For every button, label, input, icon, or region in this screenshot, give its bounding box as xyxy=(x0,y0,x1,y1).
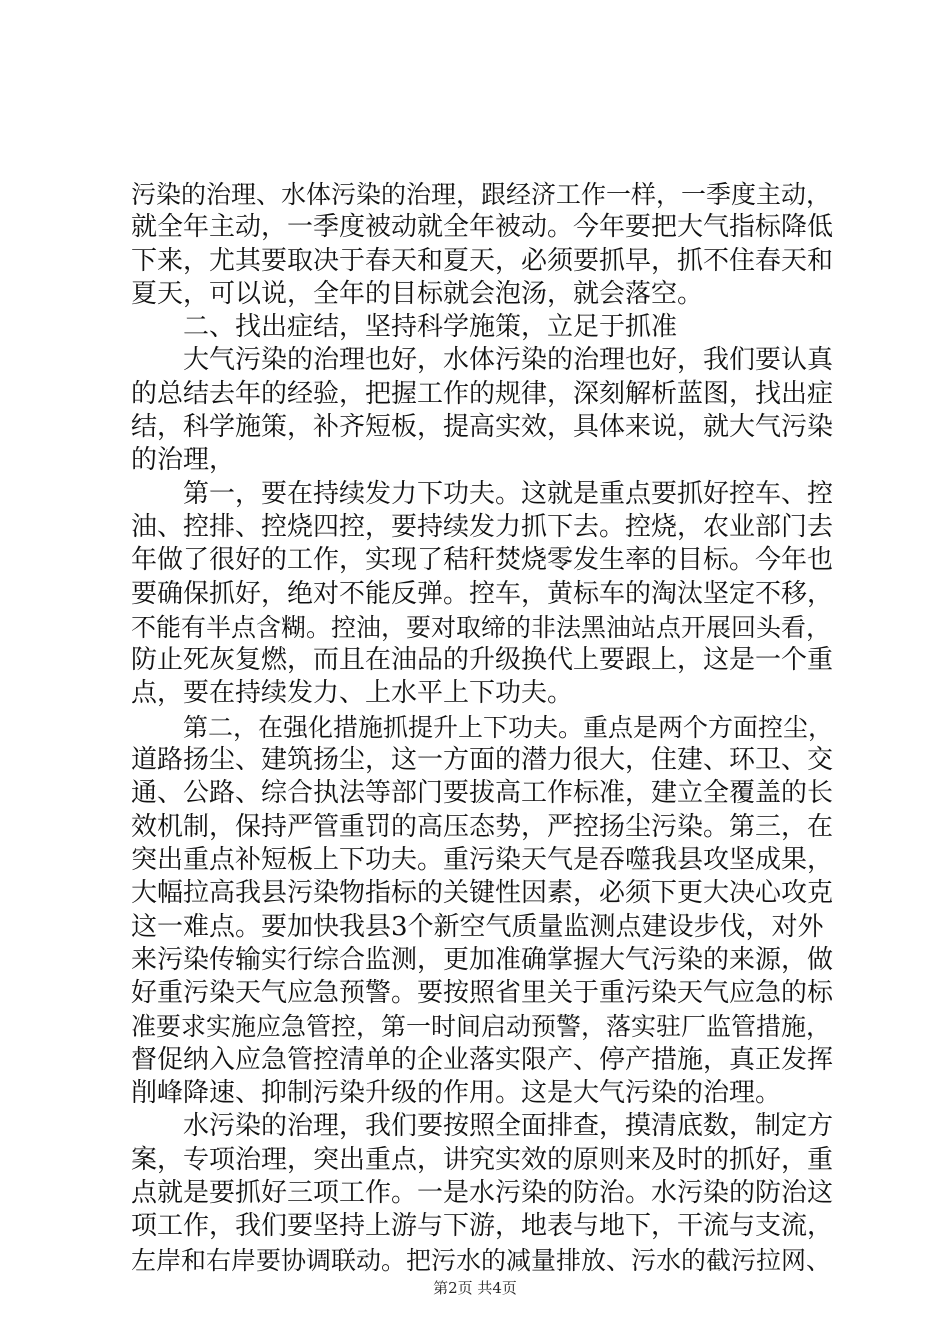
text-line: 夏天，可以说，全年的目标就会泡汤，就会落空。 xyxy=(131,278,704,309)
text-line: 二、找出症结，坚持科学施策，立足于抓准 xyxy=(183,312,678,343)
text-line: 这一难点。要加快我县3个新空气质量监测点建设步伐，对外 xyxy=(131,911,824,942)
text-line: 的治理， xyxy=(131,445,236,476)
text-line: 点，要在持续发力、上水平上下功夫。 xyxy=(131,678,574,709)
text-line: 来污染传输实行综合监测，更加准确掌握大气污染的来源，做 xyxy=(131,944,834,975)
text-line: 水污染的治理，我们要按照全面排查，摸清底数，制定方 xyxy=(183,1111,834,1142)
text-line: 第一，要在持续发力下功夫。这就是重点要抓好控车、控 xyxy=(183,478,834,509)
text-line: 督促纳入应急管控清单的企业落实限产、停产措施，真正发挥 xyxy=(131,1044,834,1075)
text-line: 道路扬尘、建筑扬尘，这一方面的潜力很大，住建、环卫、交 xyxy=(131,745,834,776)
document-body xyxy=(131,178,833,1277)
page-footer: 第2页 共4页 xyxy=(433,1279,517,1297)
text-line: 年做了很好的工作，实现了秸秆焚烧零发生率的目标。今年也 xyxy=(131,545,834,576)
text-line: 效机制，保持严管重罚的高压态势，严控扬尘污染。第三，在 xyxy=(131,811,834,842)
text-line: 通、公路、综合执法等部门要拔高工作标准，建立全覆盖的长 xyxy=(131,778,834,809)
text-line: 左岸和右岸要协调联动。把污水的减量排放、污水的截污拉网、 xyxy=(131,1245,832,1275)
text-line: 不能有半点含糊。控油，要对取缔的非法黑油站点开展回头看， xyxy=(131,612,832,642)
text-line: 的总结去年的经验，把握工作的规律，深刻解析蓝图，找出症 xyxy=(131,378,834,409)
text-line: 油、控排、控烧四控，要持续发力抓下去。控烧，农业部门去 xyxy=(131,511,834,542)
text-line: 第二，在强化措施抓提升上下功夫。重点是两个方面控尘， xyxy=(183,712,834,742)
text-line: 点就是要抓好三项工作。一是水污染的防治。水污染的防治这 xyxy=(131,1177,834,1208)
text-line: 案，专项治理，突出重点，讲究实效的原则来及时的抓好，重 xyxy=(131,1144,834,1175)
text-line: 突出重点补短板上下功夫。重污染天气是吞噬我县攻坚成果， xyxy=(131,844,834,875)
text-line: 下来，尤其要取决于春天和夏天，必须要抓早，抓不住春天和 xyxy=(131,245,834,276)
text-line: 项工作，我们要坚持上游与下游，地表与地下，干流与支流， xyxy=(131,1211,834,1242)
text-line: 防止死灰复燃，而且在油品的升级换代上要跟上，这是一个重 xyxy=(131,645,834,676)
text-line: 好重污染天气应急预警。要按照省里关于重污染天气应急的标 xyxy=(131,978,834,1009)
text-line: 大幅拉高我县污染物指标的关键性因素，必须下更大决心攻克 xyxy=(131,878,834,909)
text-line: 大气污染的治理也好，水体污染的治理也好，我们要认真 xyxy=(183,345,834,376)
text-line: 削峰降速、抑制污染升级的作用。这是大气污染的治理。 xyxy=(131,1078,782,1109)
text-line: 污染的治理、水体污染的治理，跟经济工作一样，一季度主动， xyxy=(131,180,832,209)
text-line: 准要求实施应急管控，第一时间启动预警，落实驻厂监管措施， xyxy=(131,1012,832,1042)
text-line: 就全年主动，一季度被动就全年被动。今年要把大气指标降低 xyxy=(131,212,834,243)
text-line: 结，科学施策，补齐短板，提高实效，具体来说，就大气污染 xyxy=(131,412,834,443)
text-line: 要确保抓好，绝对不能反弹。控车，黄标车的淘汰坚定不移， xyxy=(131,578,834,609)
